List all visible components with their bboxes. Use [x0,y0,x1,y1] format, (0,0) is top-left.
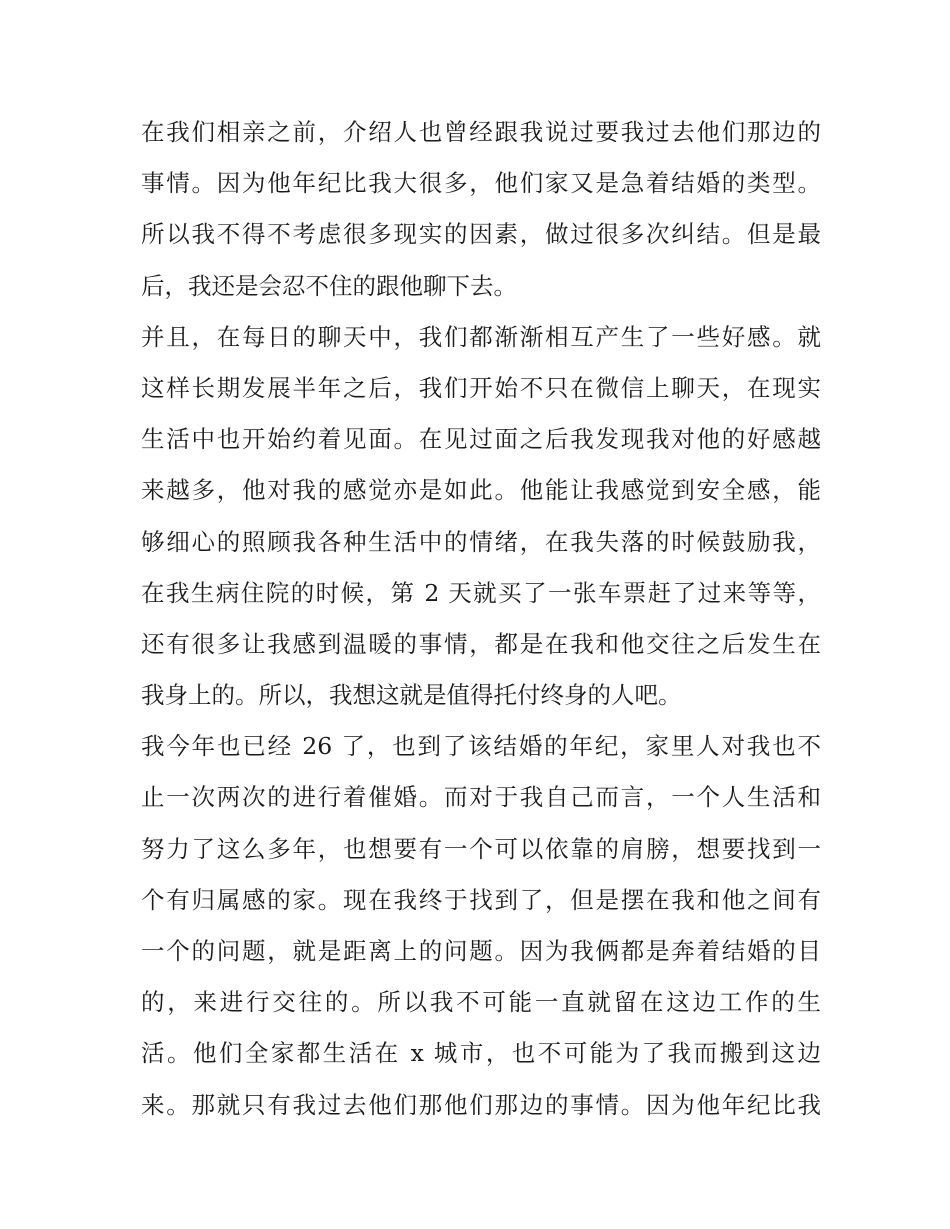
text-line: 来。那就只有我过去他们那他们那边的事情。因为他年纪比我 [141,1090,821,1119]
text-line: 在我们相亲之前，介绍人也曾经跟我说过要我过去他们那边的 [141,118,821,146]
text-line: 一个的问题，就是距离上的问题。因为我俩都是奔着结婚的目 [141,937,821,965]
text-line: 够细心的照顾我各种生活中的情绪，在我失落的时候鼓励我， [141,527,821,556]
text-line: 我身上的。所以，我想这就是值得托付终身的人吧。 [141,681,682,710]
text-line: 并且，在每日的聊天中，我们都渐渐相互产生了一些好感。就 [141,322,821,351]
text-line: 止一次两次的进行着催婚。而对于我自己而言，一个人生活和 [141,783,821,812]
text-line: 生活中也开始约着见面。在见过面之后我发现我对他的好感越 [141,425,821,454]
text-line: 活。他们全家都生活在 x 城市，也不可能为了我而搬到这边 [141,1039,821,1068]
text-line: 的，来进行交往的。所以我不可能一直就留在这边工作的生 [141,988,821,1017]
text-line: 事情。因为他年纪比我大很多，他们家又是急着结婚的类型。 [141,169,821,198]
text-line: 努力了这么多年，也想要有一个可以依靠的肩膀，想要找到一 [141,834,821,863]
body-text [141,107,821,1131]
text-line: 在我生病住院的时候，第 2 天就买了一张车票赶了过来等等， [141,578,821,607]
text-line: 个有归属感的家。现在我终于找到了，但是摆在我和他之间有 [141,885,821,914]
text-line: 我今年也已经 26 了，也到了该结婚的年纪，家里人对我也不 [141,732,821,761]
text-line: 所以我不得不考虑很多现实的因素，做过很多次纠结。但是最 [141,220,821,249]
text-line: 这样长期发展半年之后，我们开始不只在微信上聊天，在现实 [141,373,821,402]
text-line: 还有很多让我感到温暖的事情，都是在我和他交往之后发生在 [141,629,821,658]
text-line: 来越多，他对我的感觉亦是如此。他能让我感觉到安全感，能 [141,476,821,505]
text-line: 后，我还是会忍不住的跟他聊下去。 [141,271,517,300]
